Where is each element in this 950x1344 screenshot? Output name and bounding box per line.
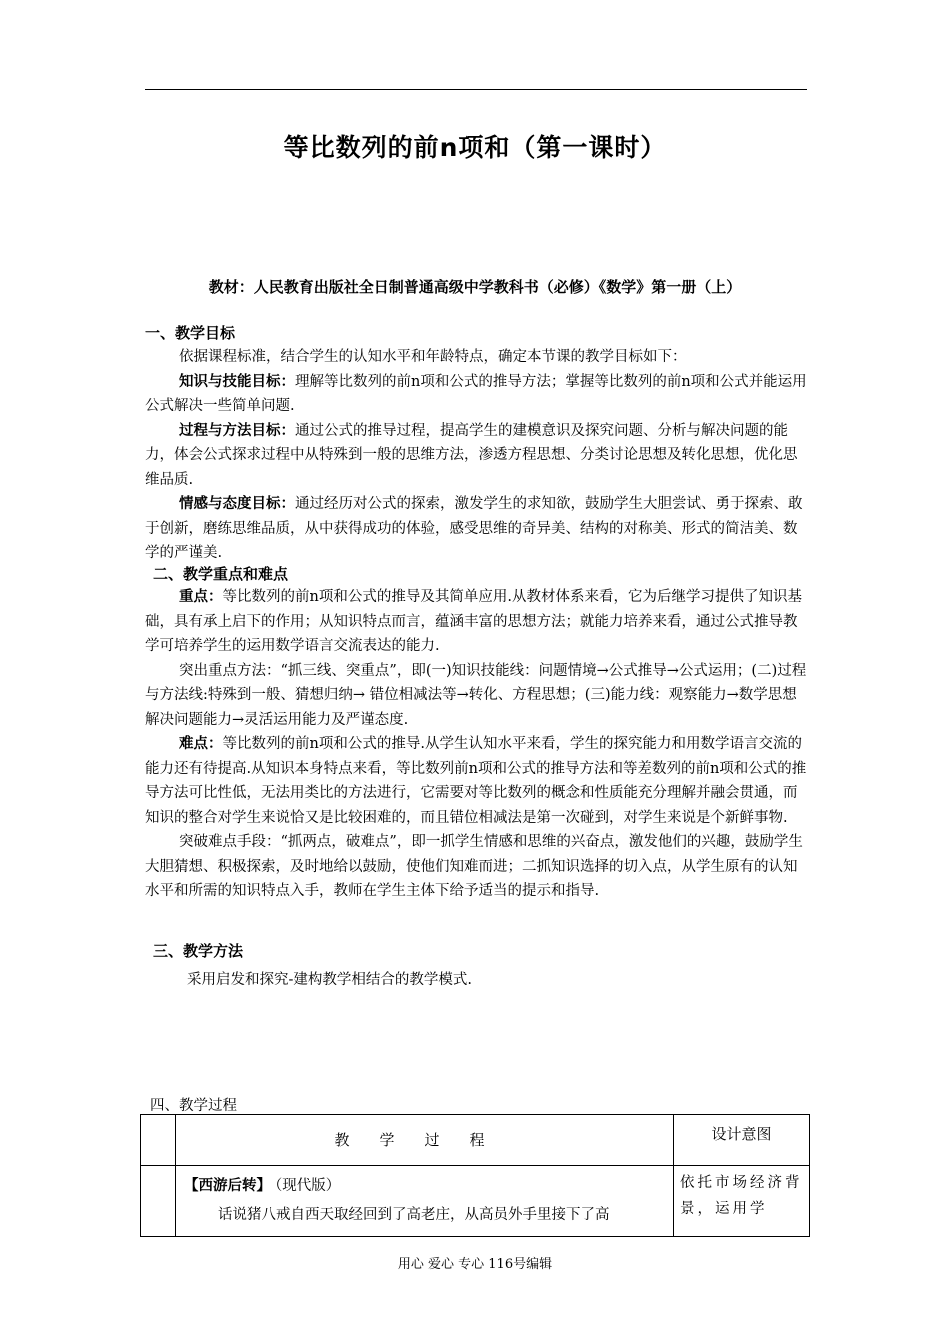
key-method: 突出重点方法：“抓三线、突重点”，即(一)知识技能线：问题情境→公式推导→公式运用；(二)过程与方法线:特殊到一般、猜想归纳→ 错位相减法等→转化、方程思想；(三)能力线：观察能力→数学思想解决问题能力→灵活运用能力及严谨态度. <box>145 662 807 728</box>
col-header-process: 教学过程 <box>176 1115 674 1166</box>
textbook-info: 教材：人民教育出版社全日制普通高级中学教科书（必修）《数学》第一册（上） <box>208 278 742 296</box>
section-1-heading: 一、教学目标 <box>145 324 236 342</box>
section-3-heading: 三、教学方法 <box>153 942 244 960</box>
teaching-method-text: 采用启发和探究-建构教学相结合的教学模式. <box>187 972 473 988</box>
story-title: 【西游后转】 <box>184 1178 271 1194</box>
process-table <box>140 1114 810 1237</box>
page-footer: 用心 爱心 专心 116号编辑 <box>397 1257 553 1272</box>
section-1-body <box>145 345 809 566</box>
story-subtitle: （现代版） <box>275 1178 341 1194</box>
difficult-method: 突破难点手段：“抓两点，破难点”，即一抓学生情感和思维的兴奋点，激发他们的兴趣，鼓励学生大胆猜想、积极探索，及时地给以鼓励，使他们知难而进；二抓知识选择的切入点，从学生原有的认知水平和所需的知识特点入手，教师在学生主体下给予适当的提示和指导. <box>145 834 803 899</box>
objectives-intro: 依据课程标准，结合学生的认知水平和年龄特点，确定本节课的教学目标如下： <box>179 349 687 365</box>
header-rule <box>145 89 807 90</box>
col-header-design: 设计意图 <box>674 1115 810 1166</box>
page-title: 等比数列的前n项和（第一课时） <box>283 133 667 162</box>
difficult-point: 难点：等比数列的前n项和公式的推导.从学生认知水平来看，学生的探究能力和用数学语言交流的能力还有待提高.从知识本身特点来看，等比数列前n项和公式的推导方法和等差数列的前n项和公式的推导方法可比性低，无法用类比的方法进行，它需要对等比数列的概念和性质能充分理解并融会贯通，而知识的整合对学生来说恰又是比较困难的，而且错位相减法是第一次碰到，对学生来说是个新鲜事物. <box>145 736 807 826</box>
story-text: 话说猪八戒自西天取经回到了高老庄，从高员外手里接下了高 <box>218 1207 610 1223</box>
table-row <box>141 1166 810 1237</box>
objective-process: 过程与方法目标：通过公式的推导过程，提高学生的建模意识及探究问题、分析与解决问题的能力，体会公式探求过程中从特殊到一般的思维方法，渗透方程思想、分类讨论思想及转化思想，优化思维品质. <box>145 422 798 488</box>
process-cell <box>176 1166 674 1237</box>
objective-attitude: 情感与态度目标：通过经历对公式的探索，激发学生的求知欲，鼓励学生大胆尝试、勇于探索、敢于创新，磨练思维品质，从中获得成功的体验，感受思维的奇异美、结构的对称美、形式的简洁美、数学的严谨美. <box>145 496 803 561</box>
section-2-body <box>145 585 809 904</box>
objective-knowledge: 知识与技能目标：理解等比数列的前n项和公式的推导方法；掌握等比数列的前n项和公式并能运用公式解决一些简单问题. <box>145 373 807 414</box>
key-point: 重点：等比数列的前n项和公式的推导及其简单应用.从教材体系来看，它为后继学习提供了知识基础，具有承上启下的作用；从知识特点而言，蕴涵丰富的思想方法；就能力培养来看，通过公式推导教学可培养学生的运用数学语言交流表达的能力. <box>145 589 802 654</box>
design-cell: 依托市场经济背景，运用学 <box>674 1166 810 1237</box>
table-corner-cell <box>141 1115 176 1166</box>
row-index-cell <box>141 1166 176 1237</box>
section-4-heading: 四、教学过程 <box>150 1098 237 1114</box>
section-2-heading: 二、教学重点和难点 <box>153 565 289 583</box>
